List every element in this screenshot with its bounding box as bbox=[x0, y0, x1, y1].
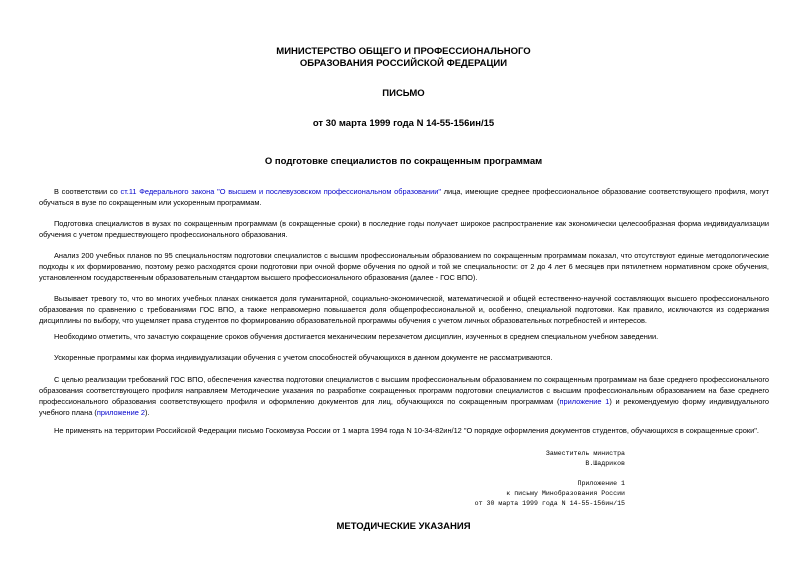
paragraph-4: Вызывает тревогу то, что во многих учебных планах снижается доля гуманитарной, социально-экономической, математической и общей естественно-научной составляющих высшего профессионального образования по сравнению с требованиями ГОС ВПО, а также неправомерно повышается доля общепрофессиональной и, особенно, специальной подготовки. Как правило, исключаются из содержания дисциплины по выбору, что ущемляет права студентов по формированию образовательной программы обучения с учетом личных образовательных потребностей и интересов. bbox=[39, 294, 769, 325]
p7-prefix: С целью реализации требований ГОС ВПО, обеспечения качества подготовки специалистов с высшим профессиональным образованием по сокращенным программам на базе среднего профессионального образования соответствующего профиля направляем Методические указания по разработке сокращенных программ подготовки специалистов с высшим профессиональным образованием на базе среднего профессионального образования соответствующего профиля и оформлению документов для лиц, обучающихся по сокращенным программам ( bbox=[39, 375, 769, 406]
ministry-title bbox=[0, 46, 807, 70]
appendix-heading: МЕТОДИЧЕСКИЕ УКАЗАНИЯ bbox=[336, 521, 471, 532]
appendix-line-3: от 30 марта 1999 года N 14-55-156ин/15 bbox=[474, 500, 625, 507]
p7-suffix: ). bbox=[145, 408, 150, 417]
doc-subject: О подготовке специалистов по сокращенным программам bbox=[264, 156, 543, 167]
paragraph-2: Подготовка специалистов в вузах по сокращенным программам (в сокращенные сроки) в последние годы получает широкое распространение как экономически целесообразная форма индивидуализации обучения с учетом предшествующего профессионального образования. bbox=[39, 219, 769, 239]
ministry-line-2: ОБРАЗОВАНИЯ РОССИЙСКОЙ ФЕДЕРАЦИИ bbox=[299, 58, 508, 69]
p7-middle: ) и рекомендуемую форму индивидуального учебного плана ( bbox=[39, 397, 770, 417]
p1-suffix: лица, имеющие среднее профессиональное образование соответствующего профиля, могут обучаться в вузе по сокращенным или ускоренным программам. bbox=[39, 187, 769, 207]
appendix-line-2: к письму Минобразования России bbox=[506, 490, 625, 497]
p1-prefix: В соответствии со bbox=[54, 187, 121, 196]
doc-date-number: от 30 марта 1999 года N 14-55-156ин/15 bbox=[312, 118, 495, 129]
signature-block bbox=[546, 449, 625, 469]
appendix-reference bbox=[475, 479, 625, 509]
doc-type: ПИСЬМО bbox=[382, 88, 425, 99]
paragraph-7 bbox=[39, 374, 769, 418]
signature-position: Заместитель министра bbox=[545, 450, 625, 457]
paragraph-3: Анализ 200 учебных планов по 95 специальностям подготовки специалистов с высшим профессиональным образованием по сокращенным программам показал, что отсутствуют единые методологические подходы к их формированию, поэтому резко расходятся сроки подготовки при очной форме обучения по одной и той же специальности: от 2 до 4 лет 6 месяцев при пятилетнем нормативном сроке обучения, установленном государственным образовательным стандартом высшего профессионального образования (далее - ГОС ВПО). bbox=[39, 251, 769, 282]
law-article-link[interactable]: ст.11 Федерального закона "О высшем и послевузовском профессиональном образовании" bbox=[120, 187, 441, 196]
appendix-line-1: Приложение 1 bbox=[577, 480, 625, 487]
paragraph-1 bbox=[39, 186, 769, 208]
paragraph-6: Ускоренные программы как форма индивидуализации обучения с учетом способностей обучающихся в данном документе не рассматриваются. bbox=[54, 353, 553, 362]
appendix-2-link[interactable]: приложение 2 bbox=[96, 408, 146, 417]
paragraph-5: Необходимо отметить, что зачастую сокращение сроков обучения достигается механическим перезачетом дисциплин, изученных в среднем специальном учебном заведении. bbox=[54, 332, 659, 341]
appendix-1-link[interactable]: приложение 1 bbox=[559, 397, 610, 406]
ministry-line-1: МИНИСТЕРСТВО ОБЩЕГО И ПРОФЕССИОНАЛЬНОГО bbox=[276, 46, 531, 57]
paragraph-8: Не применять на территории Российской Федерации письмо Госкомвуза России от 1 марта 1994 года N 10-34-82ин/12 "О порядке оформления документов студентов, обучающихся в сокращенные сроки". bbox=[54, 426, 759, 435]
signature-name: В.Шадриков bbox=[585, 460, 625, 467]
